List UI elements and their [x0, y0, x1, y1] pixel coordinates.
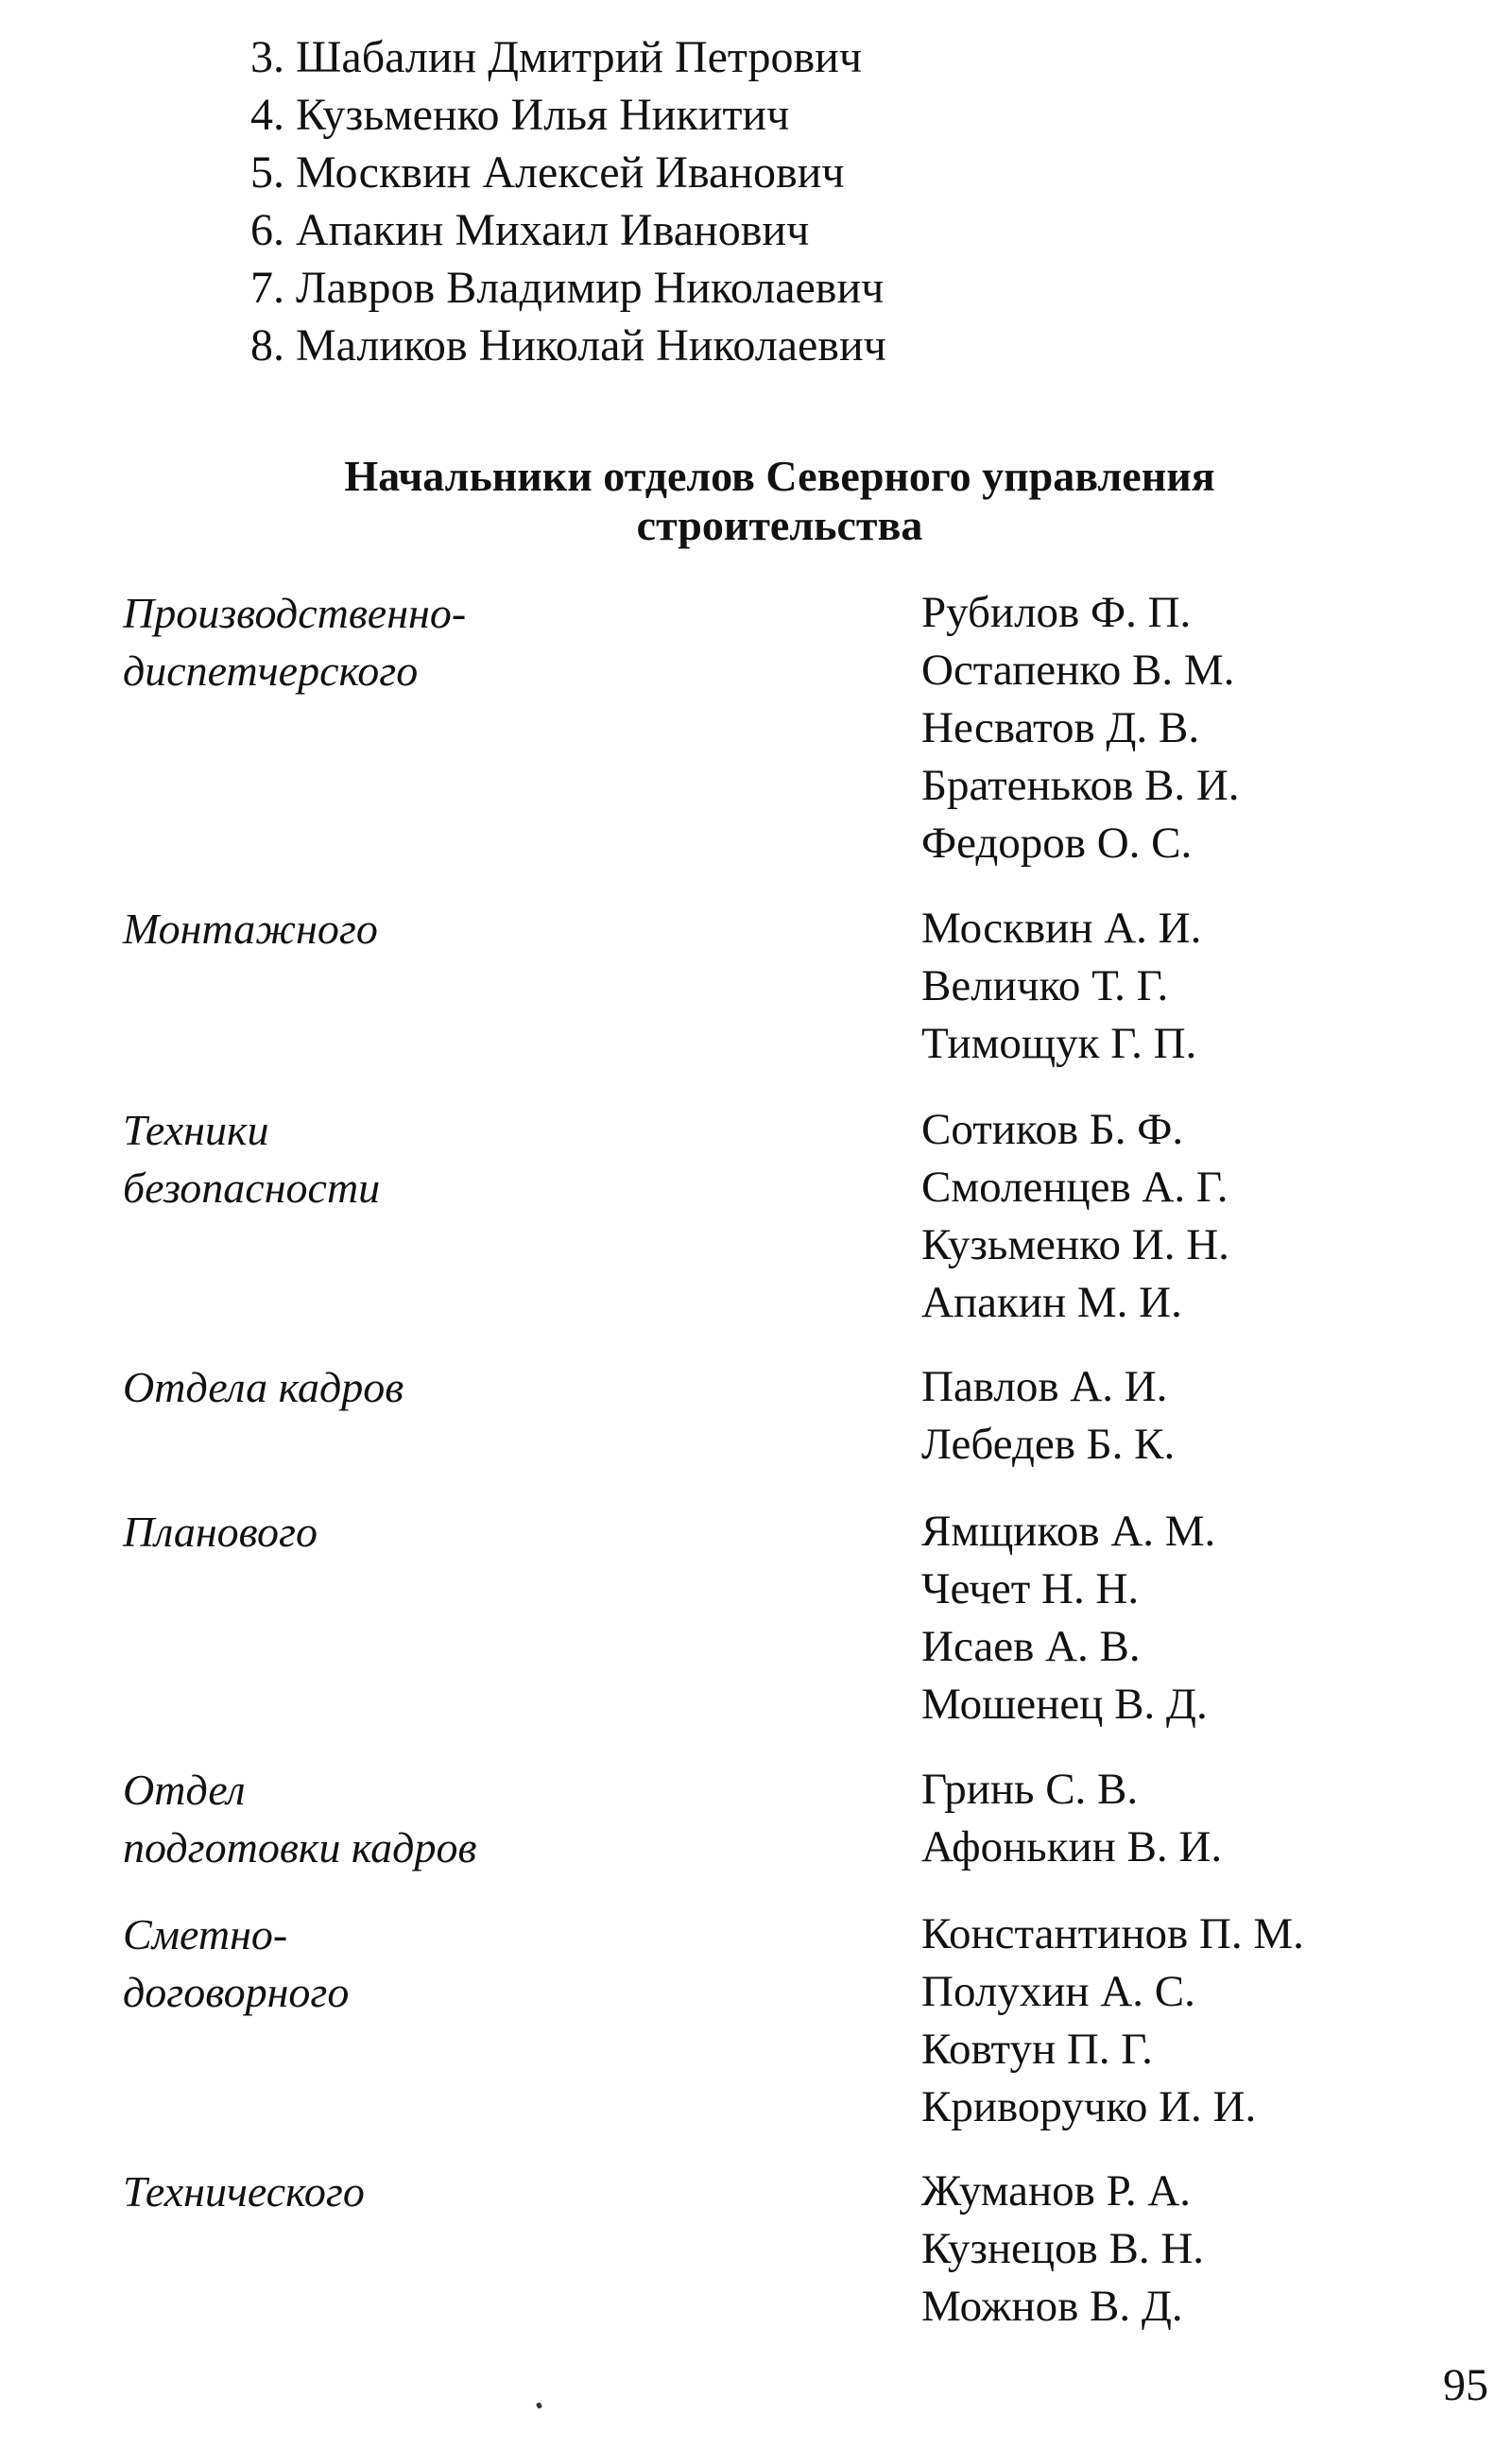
department-label: Планового	[123, 1508, 318, 1556]
head-name: Кузнецов В. Н.	[921, 2224, 1205, 2273]
members-list	[250, 28, 886, 374]
head-name: Константинов П. М.	[921, 1909, 1304, 1958]
member-item: 4. Кузьменко Илья Никитич	[250, 90, 790, 140]
heading-line-1: Начальники отделов Северного управления	[344, 452, 1215, 500]
section-heading	[0, 452, 1512, 550]
member-item: 5. Москвин Алексей Иванович	[250, 147, 845, 198]
head-name: Криворучко И. И.	[921, 2082, 1257, 2131]
head-name: Сотиков Б. Ф.	[921, 1105, 1184, 1154]
department-label: Техники безопасности	[123, 1106, 381, 1212]
head-name: Полухин А. С.	[921, 1967, 1195, 2016]
member-item: 6. Апакин Михаил Иванович	[250, 205, 810, 255]
head-name: Федоров О. С.	[921, 819, 1193, 868]
head-name: Кузьменко И. Н.	[921, 1220, 1229, 1269]
department-label: Технического	[123, 2167, 365, 2216]
head-name: Чечет Н. Н.	[921, 1564, 1140, 1613]
department-label: Производственно- диспетчерского	[123, 589, 467, 695]
department-heads	[921, 1101, 1229, 1332]
head-name: Братеньков В. И.	[921, 761, 1240, 810]
member-item: 7. Лавров Владимир Николаевич	[250, 263, 885, 313]
heading-line-2: строительства	[636, 501, 923, 549]
head-name: Величко Т. Г.	[921, 961, 1169, 1010]
page-number: 95	[1443, 2360, 1488, 2410]
head-name: Жуманов Р. А.	[921, 2166, 1192, 2216]
department-label: Отдел подготовки кадров	[123, 1766, 477, 1871]
head-name: Рубилов Ф. П.	[921, 588, 1192, 637]
head-name: Остапенко В. М.	[921, 646, 1235, 695]
head-name: Павлов А. И.	[921, 1362, 1168, 1411]
head-name: Гринь С. В.	[921, 1765, 1139, 1814]
department-heads	[921, 1906, 1304, 2136]
print-speck	[536, 2402, 542, 2409]
head-name: Мошенец В. Д.	[921, 1680, 1208, 1729]
department-label: Монтажного	[123, 905, 378, 953]
department-heads	[921, 1358, 1175, 1474]
head-name: Лебедев Б. К.	[921, 1420, 1176, 1469]
department-label: Отдела кадров	[123, 1363, 404, 1411]
head-name: Афонькин В. И.	[921, 1822, 1223, 1871]
department-heads	[921, 1503, 1215, 1733]
department-heads	[921, 2163, 1204, 2336]
department-heads	[921, 1761, 1222, 1876]
department-heads	[921, 584, 1240, 872]
head-name: Можнов В. Д.	[921, 2282, 1183, 2331]
head-name: Ковтун П. Г.	[921, 2025, 1153, 2074]
head-name: Несватов Д. В.	[921, 703, 1200, 752]
head-name: Апакин М. И.	[921, 1278, 1182, 1327]
head-name: Исаев А. В.	[921, 1622, 1141, 1671]
department-label: Сметно- договорного	[123, 1910, 350, 2016]
head-name: Смоленцев А. Г.	[921, 1163, 1228, 1212]
head-name: Москвин А. И.	[921, 904, 1202, 953]
member-item: 8. Маликов Николай Николаевич	[250, 320, 886, 371]
department-heads	[921, 900, 1201, 1073]
head-name: Тимощук Г. П.	[921, 1019, 1197, 1068]
head-name: Ямщиков А. М.	[921, 1507, 1216, 1556]
member-item: 3. Шабалин Дмитрий Петрович	[250, 32, 862, 82]
